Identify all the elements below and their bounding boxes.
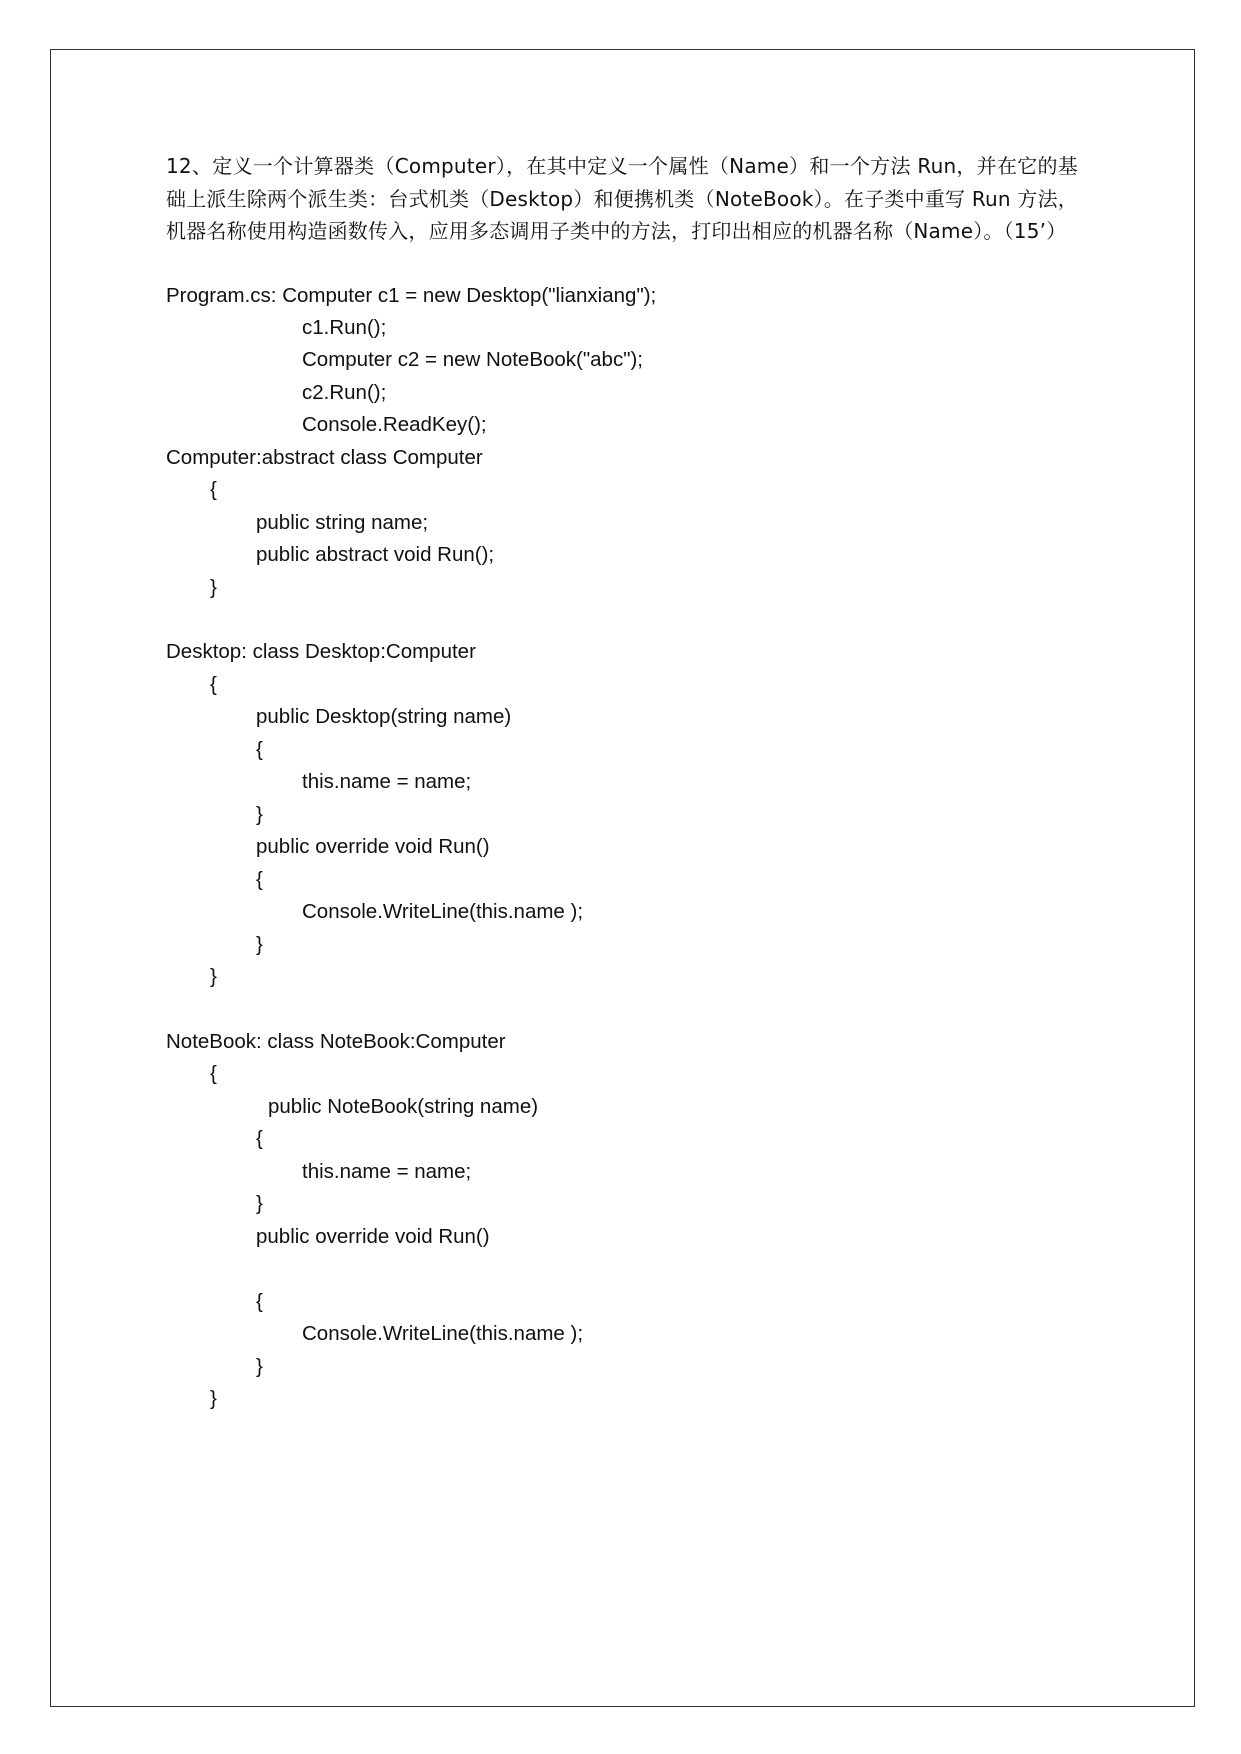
code-line-desktop-7: public override void Run() bbox=[256, 835, 490, 858]
code-line-notebook-1: NoteBook: class NoteBook:Computer bbox=[166, 1030, 506, 1053]
code-line-notebook-6: } bbox=[256, 1192, 263, 1215]
code-line-notebook-2: { bbox=[210, 1062, 217, 1085]
code-line-notebook-11: } bbox=[210, 1387, 217, 1410]
code-line-desktop-6: } bbox=[256, 803, 263, 826]
code-line-desktop-11: } bbox=[210, 965, 217, 988]
code-line-desktop-5: this.name = name; bbox=[302, 770, 472, 793]
code-line-desktop-8: { bbox=[256, 868, 263, 891]
code-line-notebook-3: public NoteBook(string name) bbox=[268, 1095, 539, 1118]
code-line-notebook-9: Console.WriteLine(this.name ); bbox=[302, 1322, 584, 1345]
code-line-desktop-3: public Desktop(string name) bbox=[256, 705, 512, 728]
code-line-notebook-8: { bbox=[256, 1290, 263, 1313]
question-text: 12、定义一个计算器类（Computer），在其中定义一个属性（Name）和一个方法 Run，并在它的基础上派生除两个派生类：台式机类（Desktop）和便携机类（NoteBook）。在子类中重写 Run 方法，机器名称使用构造函数传入，应用多态调用子类中的方法，打印出相应的机器名称（Name）。（15’） bbox=[166, 154, 1078, 243]
code-line-computer-2: { bbox=[210, 478, 217, 501]
code-line-desktop-10: } bbox=[256, 933, 263, 956]
code-line-desktop-9: Console.WriteLine(this.name ); bbox=[302, 900, 584, 923]
code-line-program-4: c2.Run(); bbox=[302, 381, 387, 404]
code-line-notebook-4: { bbox=[256, 1127, 263, 1150]
code-line-program-5: Console.ReadKey(); bbox=[302, 413, 487, 436]
code-line-notebook-7: public override void Run() bbox=[256, 1225, 490, 1248]
code-line-desktop-2: { bbox=[210, 673, 217, 696]
code-line-program-2: c1.Run(); bbox=[302, 316, 387, 339]
code-line-notebook-10: } bbox=[256, 1355, 263, 1378]
code-line-program-1: Program.cs: Computer c1 = new Desktop("lianxiang"); bbox=[166, 284, 657, 307]
code-line-desktop-4: { bbox=[256, 738, 263, 761]
code-line-computer-4: public abstract void Run(); bbox=[256, 543, 495, 566]
code-line-program-3: Computer c2 = new NoteBook("abc"); bbox=[302, 348, 644, 371]
code-line-computer-5: } bbox=[210, 576, 217, 599]
code-line-notebook-5: this.name = name; bbox=[302, 1160, 472, 1183]
code-line-computer-3: public string name; bbox=[256, 511, 429, 534]
code-line-desktop-1: Desktop: class Desktop:Computer bbox=[166, 640, 476, 663]
code-line-computer-1: Computer:abstract class Computer bbox=[166, 446, 483, 469]
